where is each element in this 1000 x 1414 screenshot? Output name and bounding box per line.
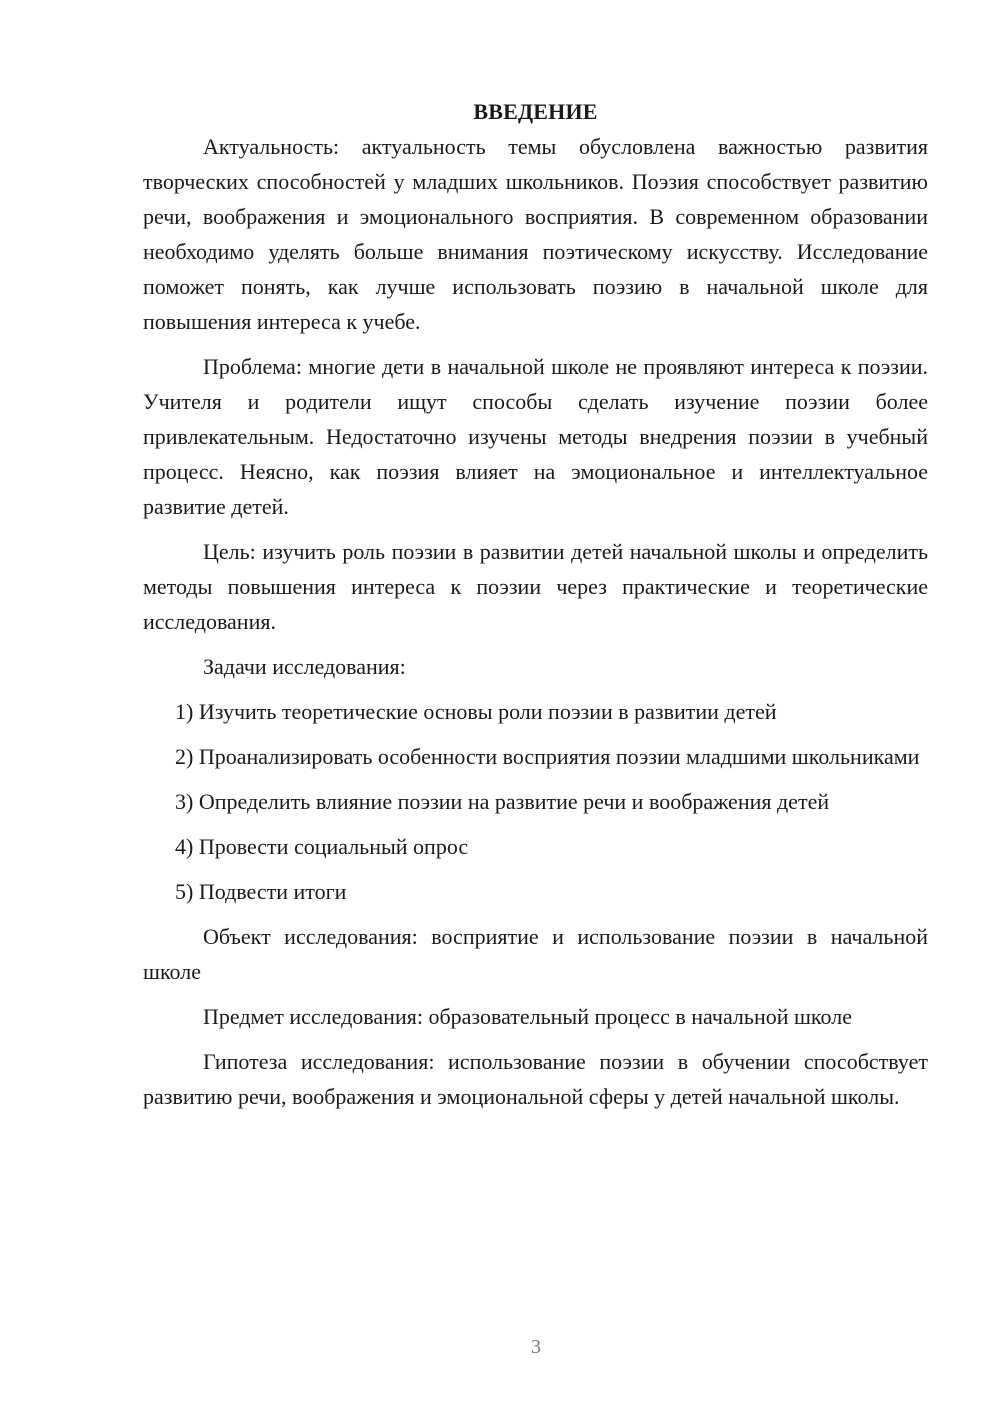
page-number: 3 — [531, 1336, 541, 1358]
task-item-2: 2) Проанализировать особенности восприятия поэзии младшими школьниками — [175, 744, 920, 769]
task-item-1: 1) Изучить теоретические основы роли поэзии в развитии детей — [175, 699, 777, 724]
paragraph-goal: Цель: изучить роль поэзии в развитии детей начальной школы и определить методы повышения интереса к поэзии через практические и теоретические исследования. — [143, 539, 928, 634]
task-item-4: 4) Провести социальный опрос — [175, 834, 469, 859]
task-item-5: 5) Подвести итоги — [175, 879, 347, 904]
section-title: ВВЕДЕНИЕ — [473, 99, 598, 124]
paragraph-subject: Предмет исследования: образовательный процесс в начальной школе — [203, 1004, 852, 1029]
task-item-3: 3) Определить влияние поэзии на развитие речи и воображения детей — [175, 789, 830, 814]
paragraph-relevance: Актуальность: актуальность темы обусловлена важностью развития творческих способностей у младших школьников. Поэзия способствует развитию речи, воображения и эмоционального восприятия. В современном образовании необходимо уделять больше внимания поэтическому искусству. Исследование поможет понять, как лучше использовать поэзию в начальной школе для повышения интереса к учебе. — [143, 134, 928, 334]
paragraph-hypothesis: Гипотеза исследования: использование поэзии в обучении способствует развитию речи, воображения и эмоциональной сферы у детей начальной школы. — [143, 1049, 928, 1109]
paragraph-problem: Проблема: многие дети в начальной школе не проявляют интереса к поэзии. Учителя и родители ищут способы сделать изучение поэзии более привлекательным. Недостаточно изучены методы внедрения поэзии в учебный процесс. Неясно, как поэзия влияет на эмоциональное и интеллектуальное развитие детей. — [143, 354, 928, 519]
page-content — [143, 94, 928, 1124]
paragraph-tasks-heading: Задачи исследования: — [203, 654, 406, 679]
paragraph-object: Объект исследования: восприятие и использование поэзии в начальной школе — [143, 924, 928, 984]
